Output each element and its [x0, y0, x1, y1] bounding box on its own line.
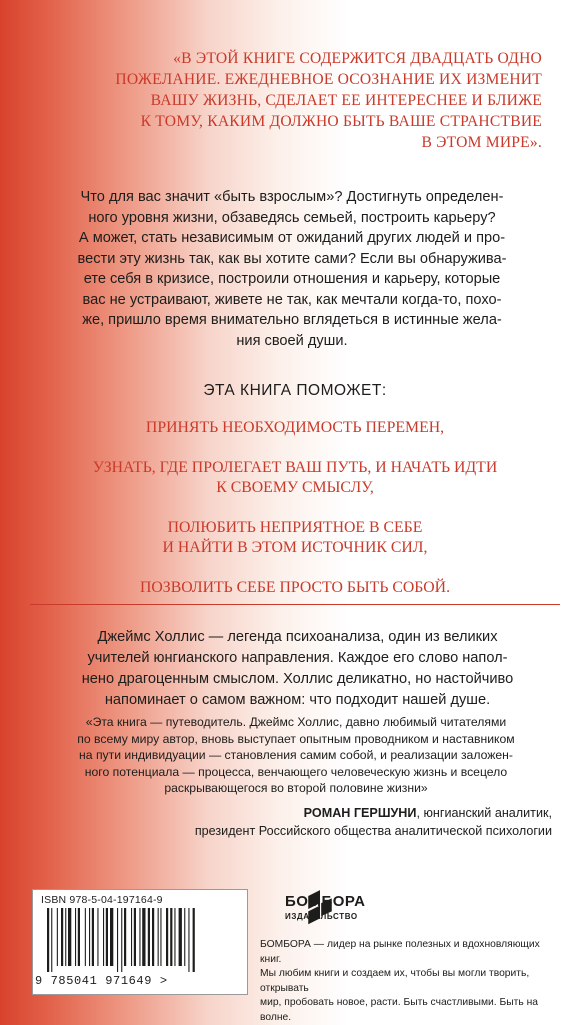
quote-line: ВАШУ ЖИЗНЬ, СДЕЛАЕТ ЕЕ ИНТЕРЕСНЕЕ И БЛИЖЕ [150, 92, 542, 109]
quote-line: ПОЖЕЛАНИЕ. ЕЖЕДНЕВНОЕ ОСОЗНАНИЕ ИХ ИЗМЕНИТ [115, 71, 542, 88]
barcode-digits: 9 785041 971649 > [35, 974, 168, 988]
barcode-bar [110, 908, 113, 966]
barcode-bar [85, 908, 86, 966]
section-divider [30, 604, 560, 605]
barcode-bar [188, 908, 189, 972]
benefit-line: ПРИНЯТЬ НЕОБХОДИМОСТЬ ПЕРЕМЕН, [145, 419, 445, 436]
barcode-bar [65, 908, 66, 966]
review-line: на пути индивидуации — становления самим собой, и реализации заложен- [79, 748, 513, 762]
review-line: по всему миру автор, вновь выступает опытным проводником и наставником [77, 731, 515, 746]
benefit-line: И НАЙТИ В ЭТОМ ИСТОЧНИК СИЛ, [162, 539, 428, 556]
barcode-bar [179, 908, 182, 966]
reviewer-name: РОМАН ГЕРШУНИ [303, 806, 417, 820]
barcode-bar [170, 908, 172, 966]
barcode-bar [92, 908, 94, 966]
barcode-bar [174, 908, 175, 966]
barcode-bar [106, 908, 108, 966]
benefit-item [40, 518, 550, 558]
barcode-bar [47, 908, 49, 972]
about-line: напоминает о самом важном: что подходит нашей душе. [104, 692, 491, 708]
about-line: нено драгоценным смыслом. Холлис деликатно, но настойчиво [81, 671, 514, 687]
author-about [40, 627, 555, 711]
barcode-bar [103, 908, 104, 966]
description-line: А может, стать независимым от ожиданий других людей и про- [78, 230, 506, 246]
review-line: «Эта книга — путеводитель. Джеймс Холлис, давно любимый читателями [85, 715, 507, 729]
reviewer-credit [42, 805, 552, 840]
benefits-list [40, 418, 550, 618]
publisher-name: БОМБОРА [285, 893, 366, 910]
benefit-line: ПОЗВОЛИТЬ СЕБЕ ПРОСТО БЫТЬ СОБОЙ. [139, 579, 451, 596]
barcode-bar [57, 908, 58, 966]
quote-line: «В ЭТОЙ КНИГЕ СОДЕРЖИТСЯ ДВАДЦАТЬ ОДНО [173, 50, 542, 67]
benefit-line: К СВОЕМУ СМЫСЛУ, [216, 479, 374, 496]
barcode-bar [134, 908, 136, 966]
isbn-number: ISBN 978-5-04-197164-9 [41, 894, 163, 906]
reviewer-role: , юнгианский аналитик, [416, 806, 552, 820]
description-line: ного уровня жизни, обзаведясь семьей, построить карьеру? [88, 209, 496, 226]
reviewer-line [42, 805, 552, 823]
benefit-item [40, 578, 550, 598]
barcode-bar [139, 908, 140, 966]
barcode-bar [75, 908, 76, 966]
description-line: вести эту жизнь так, как вы хотите сами? Если вы обнаружива- [77, 250, 507, 267]
publisher-description [260, 938, 555, 1025]
review-quote [42, 714, 550, 797]
quote-line: К ТОМУ, КАКИМ ДОЛЖНО БЫТЬ ВАШЕ СТРАНСТВИЕ [140, 113, 542, 130]
barcode-bar [184, 908, 185, 966]
description-line: вас не устраивают, живете не так, как мечтали когда-то, похо- [82, 291, 502, 308]
benefits-heading: ЭТА КНИГА ПОМОЖЕТ: [203, 382, 387, 399]
benefit-line: УЗНАТЬ, ГДЕ ПРОЛЕГАЕТ ВАШ ПУТЬ, И НАЧАТЬ ИДТИ [92, 459, 498, 476]
barcode-bar [89, 908, 90, 966]
publisher-line: мир, пробовать новое, расти. Быть счастливыми. Быть на волне. [260, 997, 539, 1023]
barcode-bar [160, 908, 161, 966]
barcode-bar [78, 908, 80, 966]
benefit-item [40, 418, 550, 438]
barcode-bar [148, 908, 150, 966]
barcode-bar [142, 908, 145, 966]
publisher-line: БОМБОРА — лидер на рынке полезных и вдохновляющих книг. [260, 939, 540, 965]
barcode-bar [152, 908, 154, 966]
barcode-bar [51, 908, 52, 972]
barcode-bar [121, 908, 122, 972]
description-line: Что для вас значит «быть взрослым»? Достигнуть определен- [80, 189, 504, 205]
publisher-line: Мы любим книги и создаем их, чтобы вы могли творить, открывать [260, 968, 530, 994]
book-description [32, 187, 552, 351]
review-line: ного потенциала — процесса, венчающего человеческую жизнь и всецело [84, 764, 508, 779]
barcode-image [41, 908, 239, 972]
about-line: учителей юнгианского направления. Каждое его слово напол- [87, 650, 508, 666]
barcode-bar [97, 908, 98, 966]
benefit-item [40, 458, 550, 498]
barcode-bar [117, 908, 118, 972]
barcode-bar [166, 908, 168, 966]
barcode-bar [158, 908, 159, 966]
barcode-bar [61, 908, 63, 966]
barcode-bar [68, 908, 71, 966]
description-line: же, пришло время внимательно вглядеться в истинные жела- [82, 312, 502, 328]
quote-line: В ЭТОМ МИРЕ». [421, 134, 542, 151]
publisher-subtitle: ИЗДАТЕЛЬСТВО [285, 912, 358, 921]
reviewer-role-line: президент Российского общества аналитической психологии [194, 823, 552, 838]
isbn-barcode [32, 889, 248, 995]
description-line: ете себя в кризисе, построили отношения и карьеру, которые [83, 271, 501, 287]
cover-quote [92, 48, 542, 153]
barcode-bar [131, 908, 132, 966]
benefit-line: ПОЛЮБИТЬ НЕПРИЯТНОЕ В СЕБЕ [167, 519, 423, 536]
description-line: ния своей души. [236, 332, 348, 349]
about-line: Джеймс Холлис — легенда психоанализа, один из великих [97, 629, 498, 645]
review-line: раскрывающегося во второй половине жизни» [164, 781, 428, 795]
barcode-bar [193, 908, 195, 972]
barcode-bar [124, 908, 126, 966]
